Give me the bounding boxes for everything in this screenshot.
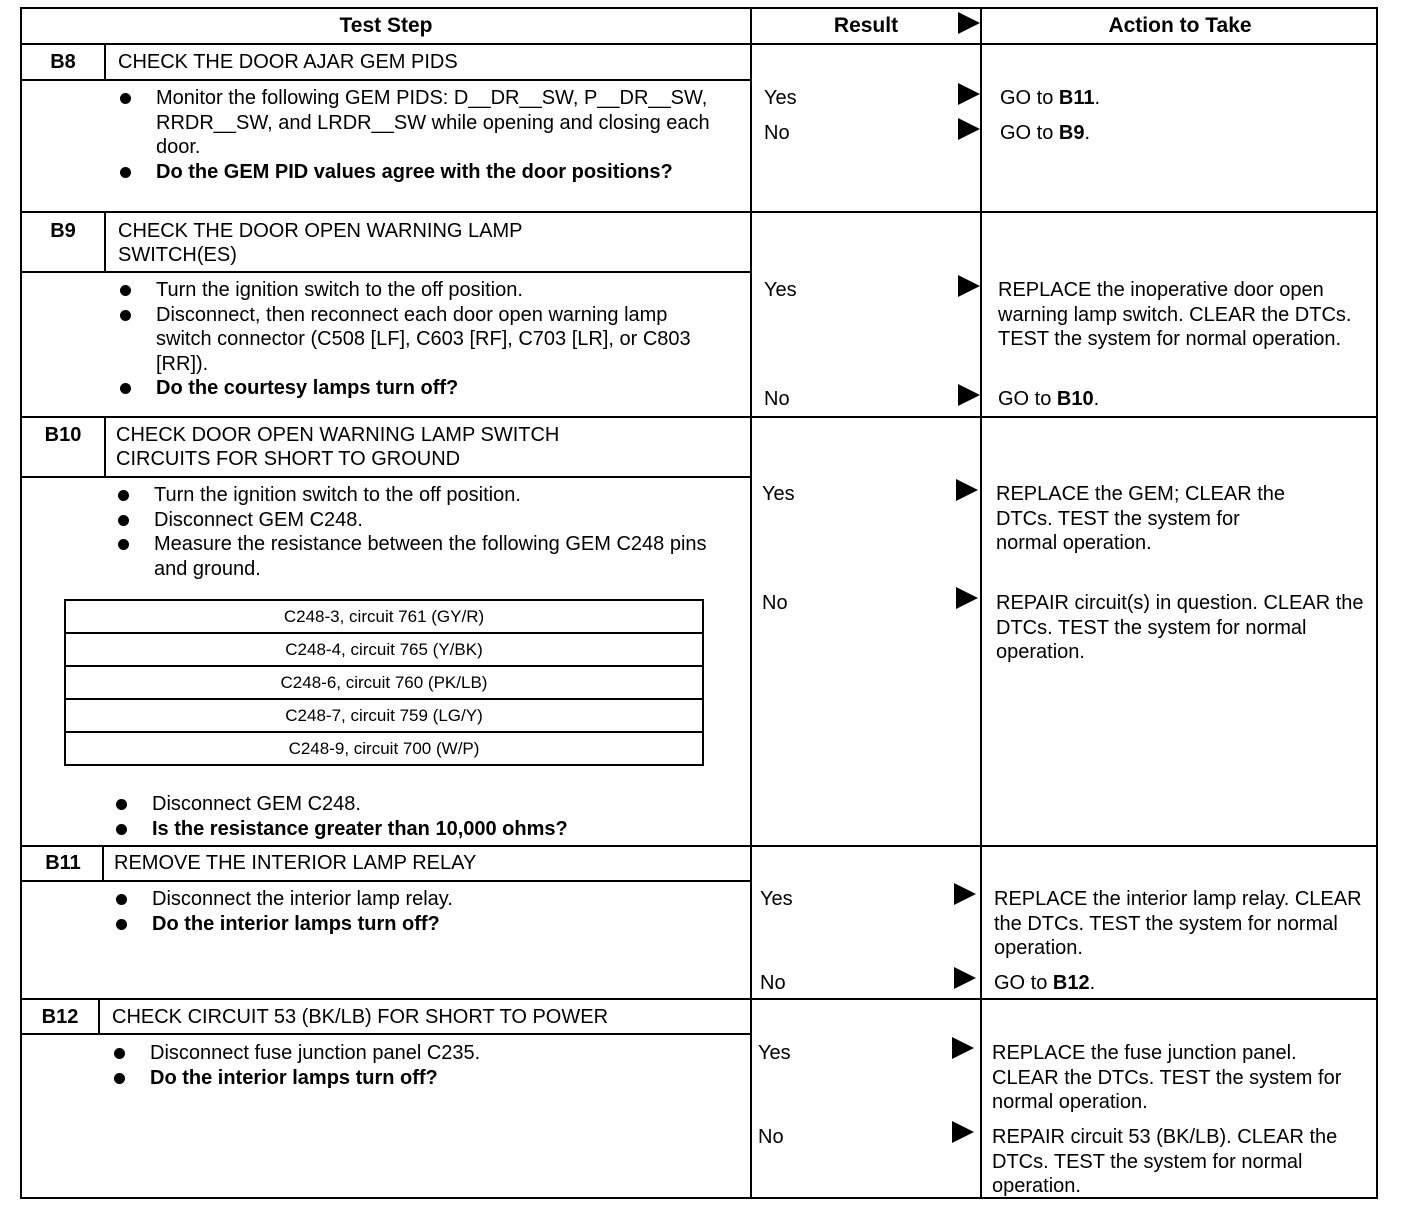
diagnostic-table [20, 7, 1378, 1199]
result-no: No [762, 592, 788, 614]
action-text: REPAIR circuit 53 (BK/LB). CLEAR the DTCs. TEST the system for normal operation. [992, 1126, 1338, 1197]
step-id-divider [104, 211, 106, 272]
header-result: Result [833, 14, 899, 37]
instruction-item: Monitor the following GEM PIDS: D__DR__SW, P__DR__SW, RRDR__SW, and LRDR__SW while opening and closing each door. [118, 86, 718, 160]
step-id-divider [104, 43, 106, 80]
header-divider [22, 43, 1378, 45]
result-yes: Yes [758, 1042, 791, 1064]
step-title-divider [22, 1033, 750, 1035]
step-instructions [112, 1041, 722, 1090]
action-text: REPLACE the GEM; CLEAR the DTCs. TEST the system for normal operation. [996, 483, 1286, 554]
result-arrow-icon [958, 83, 980, 105]
step-divider [22, 416, 1378, 418]
instruction-item: Turn the ignition switch to the off position. [118, 278, 718, 303]
circuit-cell: C248-7, circuit 759 (LG/Y) [65, 699, 703, 732]
step-instructions [118, 86, 718, 184]
step-divider [22, 845, 1378, 847]
instruction-item: Turn the ignition switch to the off position. [116, 483, 720, 508]
question-item: Is the resistance greater than 10,000 ohms? [114, 817, 724, 842]
result-yes: Yes [764, 87, 797, 109]
result-arrow-icon [958, 275, 980, 297]
step-title: CHECK THE DOOR OPEN WARNING LAMP SWITCH(ES) [118, 220, 523, 266]
result-no: No [758, 1126, 784, 1148]
step-id: B11 [45, 852, 81, 874]
action-text: REPLACE the fuse junction panel. CLEAR the DTCs. TEST the system for normal operation. [992, 1042, 1342, 1113]
result-yes: Yes [760, 888, 793, 910]
action-text: GO to B10. [998, 388, 1100, 410]
step-id-divider [104, 416, 106, 477]
circuit-cell: C248-3, circuit 761 (GY/R) [65, 600, 703, 633]
instruction-item: Disconnect the interior lamp relay. [114, 887, 724, 912]
result-arrow-icon [958, 384, 980, 406]
column-divider-action [980, 9, 982, 1199]
instruction-item: Measure the resistance between the following GEM C248 pins and ground. [116, 532, 720, 581]
question-item: Do the GEM PID values agree with the door positions? [118, 160, 718, 185]
action-text: GO to B12. [994, 972, 1096, 994]
result-arrow-icon [956, 479, 978, 501]
step-id: B10 [44, 424, 82, 446]
result-arrow-icon [956, 587, 978, 609]
step-title: CHECK DOOR OPEN WARNING LAMP SWITCH CIRCUITS FOR SHORT TO GROUND [116, 424, 560, 470]
step-id: B8 [50, 51, 76, 73]
step-instructions-after [114, 792, 724, 841]
result-arrow-icon [952, 1037, 974, 1059]
header-arrow-icon [958, 12, 980, 34]
result-no: No [764, 388, 790, 410]
column-divider-result [750, 9, 752, 1199]
circuit-table [64, 599, 704, 766]
step-divider [22, 998, 1378, 1000]
step-id-divider [98, 998, 100, 1034]
circuit-cell: C248-6, circuit 760 (PK/LB) [65, 666, 703, 699]
header-test-step: Test Step [339, 14, 433, 37]
result-no: No [760, 972, 786, 994]
step-id: B12 [41, 1006, 79, 1028]
step-instructions [114, 887, 724, 936]
circuit-cell: C248-9, circuit 700 (W/P) [65, 732, 703, 765]
instruction-item: Disconnect GEM C248. [114, 792, 724, 817]
instruction-item: Disconnect fuse junction panel C235. [112, 1041, 722, 1066]
step-title-divider [22, 271, 750, 273]
question-item: Do the interior lamps turn off? [112, 1066, 722, 1091]
result-no: No [764, 122, 790, 144]
action-text: REPAIR circuit(s) in question. CLEAR the DTCs. TEST the system for normal operation. [996, 592, 1364, 663]
action-text: REPLACE the interior lamp relay. CLEAR the DTCs. TEST the system for normal operation. [994, 888, 1362, 959]
action-text: GO to B9. [1000, 122, 1091, 144]
result-yes: Yes [764, 279, 797, 301]
header-action: Action to Take [1108, 14, 1252, 37]
instruction-item: Disconnect, then reconnect each door open warning lamp switch connector (C508 [LF], C603 [RF], C703 [LR], or C803 [RR]). [118, 303, 718, 377]
result-arrow-icon [952, 1121, 974, 1143]
action-text: REPLACE the inoperative door open warning lamp switch. CLEAR the DTCs. TEST the system for normal operation. [998, 279, 1352, 350]
step-title: CHECK THE DOOR AJAR GEM PIDS [118, 51, 458, 73]
result-yes: Yes [762, 483, 795, 505]
result-arrow-icon [958, 118, 980, 140]
step-id-divider [102, 845, 104, 881]
circuit-cell: C248-4, circuit 765 (Y/BK) [65, 633, 703, 666]
question-item: Do the interior lamps turn off? [114, 912, 724, 937]
step-instructions [118, 278, 718, 401]
result-arrow-icon [954, 883, 976, 905]
step-id: B9 [50, 220, 76, 242]
action-text: GO to B11. [1000, 87, 1101, 109]
step-divider [22, 211, 1378, 213]
step-title: CHECK CIRCUIT 53 (BK/LB) FOR SHORT TO POWER [112, 1006, 609, 1028]
question-item: Do the courtesy lamps turn off? [118, 376, 718, 401]
step-title-divider [22, 79, 750, 81]
step-instructions [116, 483, 720, 581]
step-title-divider [22, 476, 750, 478]
result-arrow-icon [954, 967, 976, 989]
instruction-item: Disconnect GEM C248. [116, 508, 720, 533]
step-title-divider [22, 880, 750, 882]
step-title: REMOVE THE INTERIOR LAMP RELAY [114, 852, 477, 874]
